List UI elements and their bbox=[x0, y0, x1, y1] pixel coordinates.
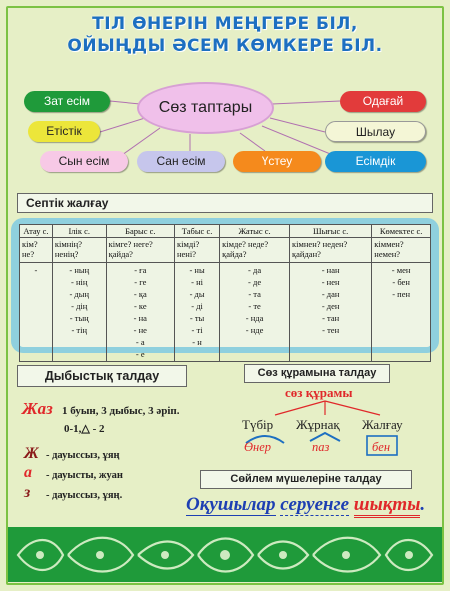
sentence-word-1: Оқушылар bbox=[186, 494, 276, 515]
case-question: кімде? неде? қайда? bbox=[220, 238, 290, 263]
case-ending: - пен bbox=[392, 289, 411, 299]
zhaz-word: Жаз bbox=[22, 399, 53, 418]
pill-syn-esim: Сын есім bbox=[40, 151, 128, 172]
letter-a: а bbox=[24, 464, 32, 481]
sentence-dot: . bbox=[420, 494, 426, 515]
case-ending: - дің bbox=[71, 301, 88, 311]
case-ending: - қа bbox=[133, 289, 147, 299]
case-ending: - тан bbox=[322, 313, 340, 323]
case-ending: - тың bbox=[69, 313, 89, 323]
part-tubir: Түбір bbox=[242, 417, 274, 432]
case-endings bbox=[20, 263, 53, 362]
case-endings bbox=[372, 263, 431, 362]
case-table bbox=[19, 224, 431, 362]
case-ending: - ді bbox=[191, 301, 203, 311]
case-name: Барыс с. bbox=[106, 225, 174, 238]
pill-usteu: Үстеу bbox=[233, 151, 321, 172]
case-ending: - на bbox=[133, 313, 147, 323]
case-name: Көмектес с. bbox=[372, 225, 431, 238]
case-name: Атау с. bbox=[20, 225, 53, 238]
case-ending: - бен bbox=[392, 277, 410, 287]
case-ending: - нда bbox=[245, 313, 264, 323]
case-question: кім? не? bbox=[20, 238, 53, 263]
case-ending: - ге bbox=[134, 277, 147, 287]
case-table-panel bbox=[11, 218, 439, 359]
word-oner: Өнер bbox=[244, 440, 272, 454]
case-question: кімнен? неден? қайдан? bbox=[290, 238, 372, 263]
case-ending: - н bbox=[192, 337, 202, 347]
letter-a-desc: - дауысты, жуан bbox=[46, 470, 123, 481]
example-sentence bbox=[186, 494, 425, 516]
case-name: Табыс с. bbox=[174, 225, 219, 238]
case-name: Ілік с. bbox=[52, 225, 106, 238]
case-ending: - нде bbox=[245, 325, 264, 335]
case-ending: - мен bbox=[391, 265, 411, 275]
case-ending: - ға bbox=[134, 265, 147, 275]
case-ending: - ны bbox=[189, 265, 205, 275]
word-ben: бен bbox=[372, 440, 391, 454]
case-ending: - тен bbox=[322, 325, 340, 335]
case-question: кімнің? ненің? bbox=[52, 238, 106, 263]
case-name: Жатыс с. bbox=[220, 225, 290, 238]
case-endings bbox=[52, 263, 106, 362]
case-endings bbox=[220, 263, 290, 362]
pill-odagai: Одағай bbox=[340, 91, 426, 112]
title-line-2: ОЙЫҢДЫ ӘСЕМ КӨМКЕРЕ БІЛ. bbox=[67, 36, 383, 56]
case-ending: - нан bbox=[321, 265, 340, 275]
case-question: кімді? нені? bbox=[174, 238, 219, 263]
case-ending: - ның bbox=[69, 265, 90, 275]
pill-esimdik: Есімдік bbox=[325, 151, 426, 172]
word-paz: паз bbox=[312, 440, 330, 454]
case-ending: - нен bbox=[321, 277, 340, 287]
case-endings bbox=[106, 263, 174, 362]
case-ending: - bbox=[34, 265, 38, 275]
case-ending: - ды bbox=[189, 289, 205, 299]
soz-quramy-label: сөз құрамы bbox=[285, 385, 353, 400]
case-ending: - ден bbox=[321, 301, 340, 311]
case-name: Шығыс с. bbox=[290, 225, 372, 238]
part-zhurnaq: Жұрнақ bbox=[296, 417, 340, 432]
letter-z: з bbox=[24, 484, 31, 501]
case-ending: - ні bbox=[191, 277, 203, 287]
case-ending: - нің bbox=[71, 277, 88, 287]
sentence-word-2: серуенге bbox=[280, 494, 350, 515]
pill-shylau: Шылау bbox=[325, 121, 426, 142]
case-ending: - а bbox=[135, 337, 145, 347]
case-ending: - е bbox=[135, 349, 145, 359]
case-ending: - те bbox=[248, 301, 261, 311]
sentence-word-3: шықты bbox=[354, 494, 421, 518]
case-ending: - та bbox=[248, 289, 261, 299]
part-zhalgau: Жалғау bbox=[362, 417, 403, 432]
letter-zh-desc: - дауыссыз, ұяң bbox=[46, 450, 120, 461]
case-ending: - де bbox=[248, 277, 262, 287]
letter-zh: Ж bbox=[24, 445, 39, 462]
case-ending: - да bbox=[248, 265, 262, 275]
word-classes-center: Сөз таптары bbox=[137, 82, 274, 134]
pill-zat-esim: Зат есім bbox=[24, 91, 110, 112]
dybys-title: Дыбыстық талдау bbox=[17, 365, 187, 387]
case-ending: - дан bbox=[321, 289, 340, 299]
case-endings bbox=[174, 263, 219, 362]
case-ending: - не bbox=[133, 325, 147, 335]
case-question: кіммен? немен? bbox=[372, 238, 431, 263]
pill-san-esim: Сан есім bbox=[137, 151, 225, 172]
pill-etistik: Етістік bbox=[28, 121, 100, 142]
case-ending: - ты bbox=[189, 313, 205, 323]
zhaz-code: 0-1,△ - 2 bbox=[64, 423, 105, 435]
title-line-1: ТІЛ ӨНЕРІН МЕҢГЕРЕ БІЛ, bbox=[92, 14, 358, 34]
case-ending: - ке bbox=[133, 301, 147, 311]
case-ending: - ті bbox=[191, 325, 203, 335]
letter-z-desc: - дауыссыз, ұяң. bbox=[46, 490, 123, 501]
case-ending: - дың bbox=[69, 289, 90, 299]
case-question: кімге? неге? қайда? bbox=[106, 238, 174, 263]
case-ending: - тің bbox=[71, 325, 88, 335]
septik-title: Септік жалғау bbox=[17, 193, 433, 213]
ornament-band bbox=[8, 527, 442, 582]
zhaz-info: 1 буын, 3 дыбыс, 3 әріп. bbox=[62, 405, 180, 417]
soilem-title: Сөйлем мүшелеріне талдау bbox=[200, 470, 412, 489]
case-endings bbox=[290, 263, 372, 362]
soz-quram-title: Сөз құрамына талдау bbox=[244, 364, 390, 383]
